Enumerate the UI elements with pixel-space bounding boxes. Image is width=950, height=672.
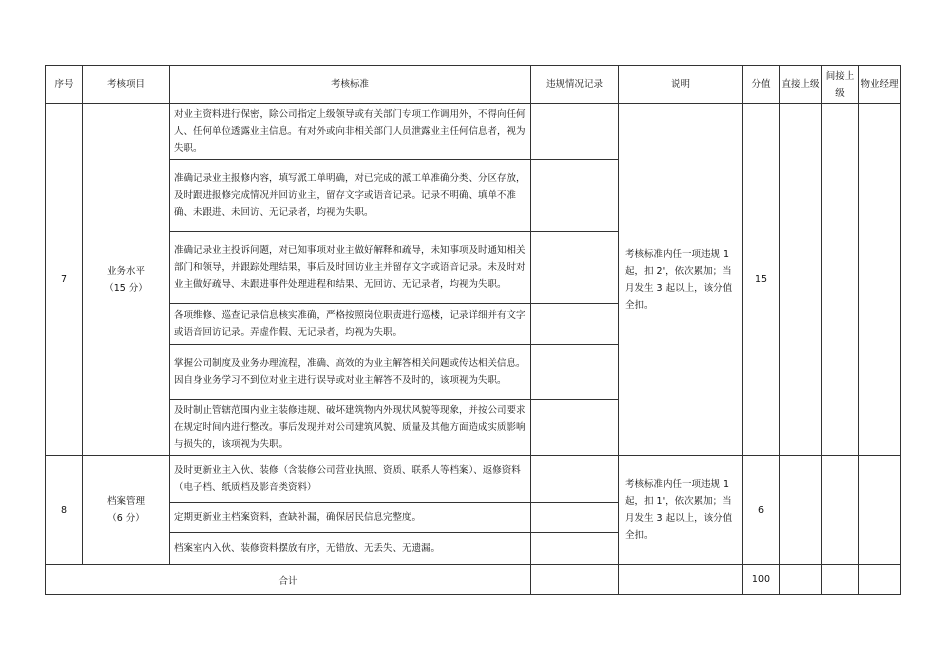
total-label: 合计 [46, 565, 531, 595]
header-standard: 考核标准 [170, 66, 531, 104]
section-seq: 8 [46, 456, 83, 565]
header-score: 分值 [743, 66, 780, 104]
section-score: 6 [743, 456, 780, 565]
violation-cell [531, 104, 619, 160]
header-seq: 序号 [46, 66, 83, 104]
violation-cell [531, 503, 619, 533]
standard-cell: 及时更新业主入伙、装修（含装修公司营业执照、资质、联系人等档案）、返修资料（电子档、纸质档及影音类资料） [170, 456, 531, 503]
assessment-table [45, 65, 901, 595]
table-row [46, 104, 901, 160]
standard-cell: 及时制止管辖范围内业主装修违规、破坏建筑物内外现状风貌等现象，并按公司要求在规定时间内进行整改。事后发现并对公司建筑风貌、质量及其他方面造成实质影响与损失的，该项视为失职。 [170, 400, 531, 456]
violation-cell [531, 304, 619, 345]
section-note: 考核标准内任一项违规 1 起，扣 2'，依次累加；当月发生 3 起以上，该分值全扣。 [619, 104, 743, 456]
violation-cell [531, 456, 619, 503]
manager-cell [859, 456, 901, 565]
direct-cell [780, 456, 822, 565]
standard-cell: 准确记录业主报修内容，填写派工单明确，对已完成的派工单准确分类、分区存放，及时跟进报修完成情况并回访业主，留存文字或语音记录。记录不明确、填单不准确、未跟进、未回访、无记录者，均视为失职。 [170, 160, 531, 232]
section-seq: 7 [46, 104, 83, 456]
standard-cell: 档案室内入伙、装修资料摆放有序，无错放、无丢失、无遗漏。 [170, 533, 531, 565]
header-direct: 直接上级 [780, 66, 822, 104]
violation-cell [531, 160, 619, 232]
table-row [46, 456, 901, 503]
standard-cell: 准确记录业主投诉问题，对已知事项对业主做好解释和疏导，未知事项及时通知相关部门和领导，并跟踪处理结果，事后及时回访业主并留存文字或语音记录。未及时对业主做好疏导、未跟进事件处理进程和结果、无回访、无记录者，均视为失职。 [170, 232, 531, 304]
violation-cell [531, 400, 619, 456]
section-item-name: 档案管理 [106, 496, 145, 507]
violation-cell [531, 232, 619, 304]
standard-cell: 对业主资料进行保密，除公司指定上级领导或有关部门专项工作调用外，不得向任何人、任何单位透露业主信息。有对外或向非相关部门人员泄露业主任何信息者，视为失职。 [170, 104, 531, 160]
header-indirect: 间接上级 [822, 66, 859, 104]
header-manager: 物业经理 [859, 66, 901, 104]
header-row [46, 66, 901, 104]
standard-cell: 定期更新业主档案资料，查缺补漏，确保居民信息完整度。 [170, 503, 531, 533]
section-item-name: 业务水平 [106, 265, 145, 277]
indirect-cell [822, 104, 859, 456]
violation-cell [531, 533, 619, 565]
section-note: 考核标准内任一项违规 1 起，扣 1'，依次累加；当月发生 3 起以上，该分值全扣。 [619, 456, 743, 565]
section-item-points: （6 分） [107, 513, 145, 524]
header-item: 考核项目 [83, 66, 170, 104]
section-item [83, 456, 170, 565]
manager-cell [859, 565, 901, 595]
section-score: 15 [743, 104, 780, 456]
violation-cell [531, 565, 619, 595]
violation-cell [531, 345, 619, 400]
total-row [46, 565, 901, 595]
section-item-points: （15 分） [104, 282, 148, 294]
header-note: 说明 [619, 66, 743, 104]
direct-cell [780, 104, 822, 456]
section-item [83, 104, 170, 456]
direct-cell [780, 565, 822, 595]
indirect-cell [822, 565, 859, 595]
standard-cell: 掌握公司制度及业务办理流程，准确、高效的为业主解答相关问题或传达相关信息。因自身业务学习不到位对业主进行误导或对业主解答不及时的，该项视为失职。 [170, 345, 531, 400]
indirect-cell [822, 456, 859, 565]
standard-cell: 各项维修、巡查记录信息核实准确，严格按照岗位职责进行巡楼，记录详细并有文字或语音回访记录。弄虚作假、无记录者，均视为失职。 [170, 304, 531, 345]
header-violation: 违规情况记录 [531, 66, 619, 104]
note-cell [619, 565, 743, 595]
total-score: 100 [743, 565, 780, 595]
manager-cell [859, 104, 901, 456]
